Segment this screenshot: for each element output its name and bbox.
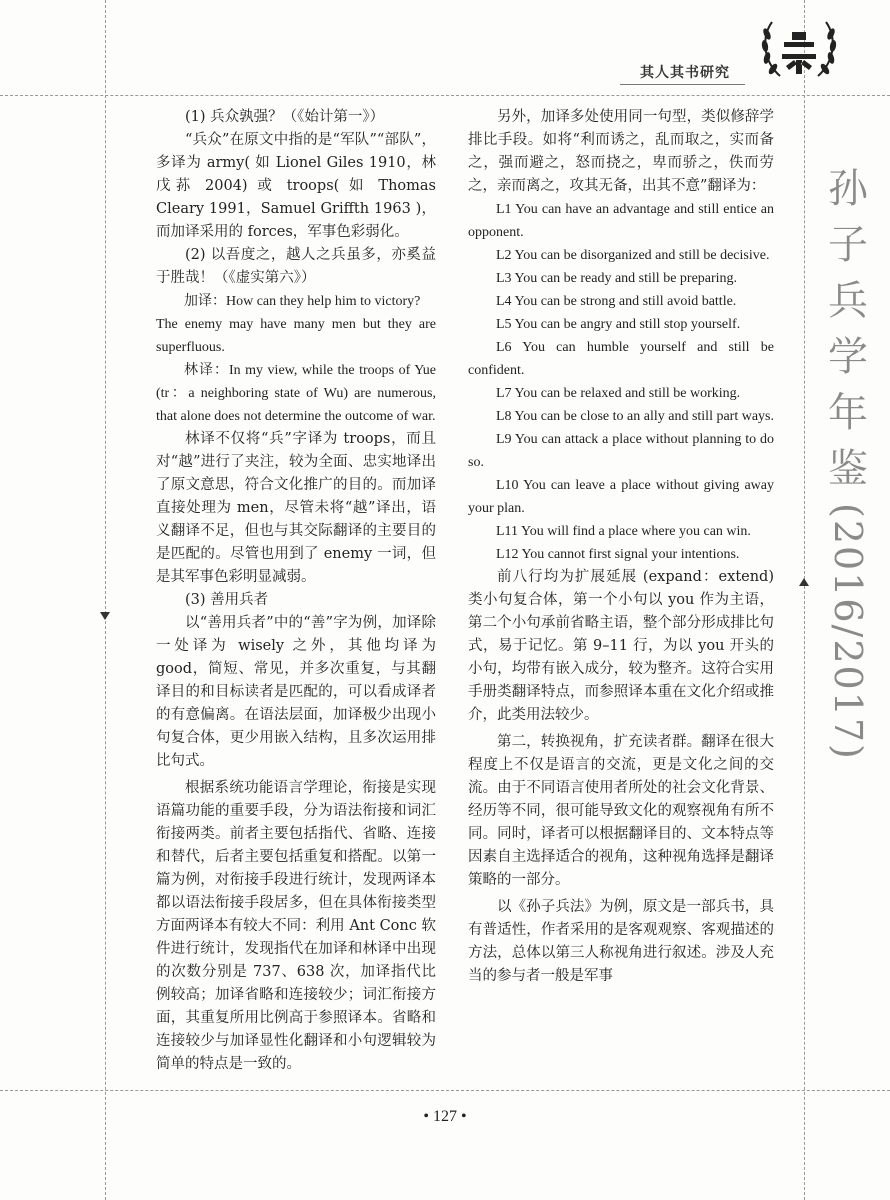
header-rule xyxy=(620,84,745,85)
bottom-guide-line xyxy=(0,1090,890,1091)
translation-line: L6 You can humble yourself and still be confident. xyxy=(468,340,774,378)
translation-line: L5 You can be angry and still stop yourself. xyxy=(496,317,741,332)
paragraph: 林译不仅将“兵”字译为 troops，而且对“越”进行了夹注，较为全面、忠实地译出了原文意思，符合文化推广的目的。而加译直接处理为 men，尽管未将“越”译出，语义翻译不足，但也与其交际翻译的主要目的是匹配的。尽管也用到了 enemy 一词，但是其军事色彩明显减弱。 xyxy=(156,431,436,585)
translation-line: L1 You can have an advantage and still entice an opponent. xyxy=(468,202,774,240)
translation-line: L10 You can leave a place without giving away your plan. xyxy=(468,478,774,516)
side-title-char: 子 xyxy=(828,222,868,268)
translation-line: L4 You can be strong and still avoid battle. xyxy=(496,294,737,309)
example-heading: (3) 善用兵者 xyxy=(185,592,269,608)
translation-line: L12 You cannot first signal your intentions. xyxy=(496,547,740,562)
paragraph: 根据系统功能语言学理论，衔接是实现语篇功能的重要手段，分为语法衔接和词汇衔接两类。前者主要包括指代、省略、连接和替代，后者主要包括重复和搭配。以第一篇为例，对衔接手段进行统计，发现两译本都以语法衔接手段居多，但在具体衔接类型方面两译本有较大不同：利用 Ant Conc 软件进行统计，发现指代在加译和林译中出现的次数分别是 737、638 次，加译指代比例较高；加译省略和连接较少；词汇衔接方面，其重复所用比例高于参照译本。省略和连接较少与加译显性化翻译和小句逻辑较为简单的特点是一致的。 xyxy=(156,780,436,1072)
left-down-triangle-icon xyxy=(100,612,110,620)
side-title-char: 年 xyxy=(828,390,868,436)
translation-line: L9 You can attack a place without planning to do so. xyxy=(468,432,774,470)
translation-line: L2 You can be disorganized and still be decisive. xyxy=(496,248,770,263)
paragraph: 以“善用兵者”中的“善”字为例，加译除一处译为 wisely 之外，其他均译为 good，简短、常见，并多次重复，与其翻译目的和目标读者是匹配的，可以看成译者的有意偏离。在语法层面，加译极少出现小句复合体，更少用嵌入结构，且多次运用排比句式。 xyxy=(156,615,436,769)
translation-quote: 林译：In my view, while the troops of Yue (tr：a neighboring state of Wu) are numerous, that alone does not determine the outcome of war. xyxy=(156,363,436,424)
side-title-char: 孙 xyxy=(828,166,868,212)
translation-quote: The enemy may have many men but they are superfluous. xyxy=(156,317,436,355)
left-text-column xyxy=(156,106,436,1076)
right-text-column xyxy=(468,106,774,988)
paragraph: 前八行均为扩展延展 (expand：extend) 类小句复合体，第一个小句以 you 作为主语，第二个小句承前省略主语，整个部分形成排比句式，易于记忆。第 9–11 行，为以 you 开头的小句，均带有嵌入成分，较为整齐。这符合实用手册类翻译特点，而参照译本重在文化介绍或推介，此类用法较少。 xyxy=(468,569,774,723)
paragraph: 第二，转换视角，扩充读者群。翻译在很大程度上不仅是语言的交流，更是文化之间的交流。由于不同语言使用者所处的社会文化背景、经历等不同，很可能导致文化的观察视角有所不同。同时，译者可以根据翻译目的、文本特点等因素自主选择适合的视角，这种视角选择是翻译策略的一部分。 xyxy=(468,734,774,888)
translation-line: L11 You will find a place where you can win. xyxy=(496,524,751,539)
translation-line: L8 You can be close to an ally and still part ways. xyxy=(496,409,775,424)
translation-line: L3 You can be ready and still be preparing. xyxy=(496,271,738,286)
page-number: • 127 • xyxy=(423,1108,467,1125)
side-title-char: 学 xyxy=(828,334,868,380)
side-title-char: 鉴 xyxy=(828,446,868,492)
right-up-triangle-icon xyxy=(799,578,809,586)
example-heading: (2) 以吾度之，越人之兵虽多，亦奚益于胜哉！（《虚实第六》） xyxy=(156,247,436,286)
paragraph: 以《孙子兵法》为例，原文是一部兵书，具有普适性，作者采用的是客观观察、客观描述的方法，总体以第三人称视角进行叙述。涉及人充当的参与者一般是军事 xyxy=(468,899,774,984)
right-guide-line xyxy=(804,0,805,1200)
side-title-char: 兵 xyxy=(828,278,868,324)
translation-line: L7 You can be relaxed and still be working. xyxy=(496,386,741,401)
side-title xyxy=(818,160,878,762)
section-header: 其人其书研究 xyxy=(640,65,730,81)
example-heading: (1) 兵众孰强？（《始计第一》） xyxy=(185,109,385,125)
paragraph: “兵众”在原文中指的是“军队”“部队”，多译为 army( 如 Lionel Giles 1910，林戊荪 2004) 或 troops( 如 Thomas Cleary 1991，Samuel Griffth 1963 )，而加译采用的 forces，军事色彩弱化。 xyxy=(156,132,436,240)
translation-quote: 加译：How can they help him to victory? xyxy=(184,294,421,309)
left-guide-line xyxy=(105,0,106,1200)
paragraph: 另外，加译多处使用同一句型，类似修辞学排比手段。如将“利而诱之，乱而取之，实而备之，强而避之，怒而挠之，卑而骄之，佚而劳之，亲而离之，攻其无备，出其不意”翻译为： xyxy=(468,109,774,194)
side-title-year: (2016/2017) xyxy=(826,503,870,761)
laurel-emblem-icon xyxy=(758,14,840,84)
top-guide-line xyxy=(0,95,890,96)
